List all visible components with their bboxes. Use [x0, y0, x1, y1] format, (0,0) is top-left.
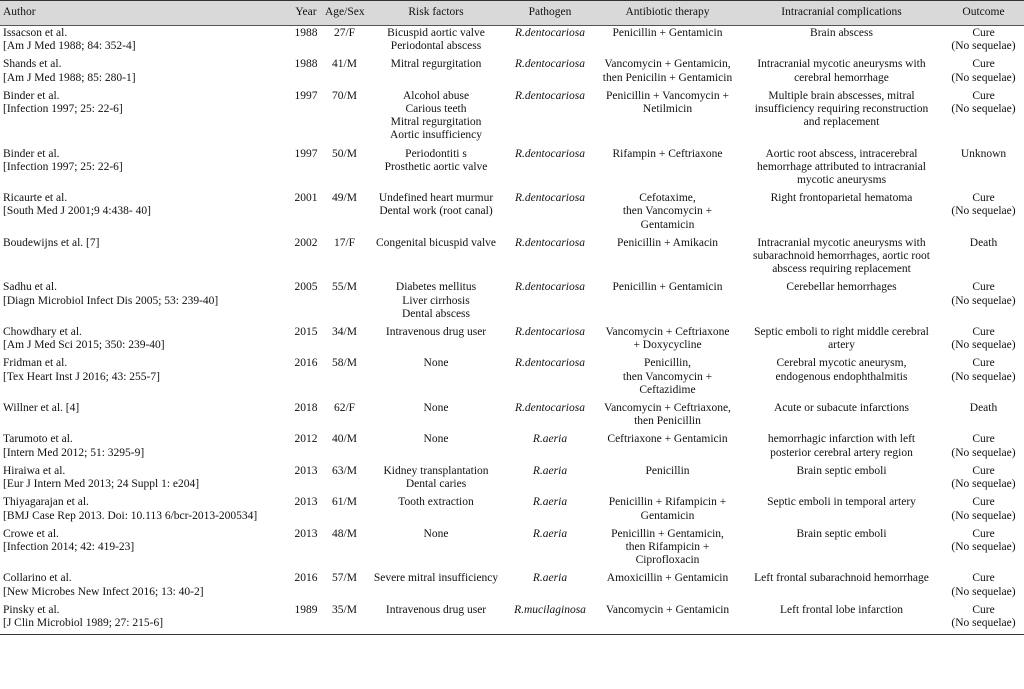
cell-year: 1997 — [294, 147, 318, 160]
cell-intracranial-complications-line: Cerebral mycotic aneurysm, — [776, 357, 907, 370]
cell-antibiotic-therapy — [595, 147, 740, 192]
cell-age-sex: 49/M — [332, 192, 357, 205]
cell-intracranial-complications-line: Intracranial mycotic aneurysms with — [757, 236, 926, 249]
cell-risk-factors-line: Dental caries — [405, 478, 467, 491]
cell-outcome — [943, 26, 1024, 58]
cell-risk-factors-line: None — [423, 433, 449, 446]
cell-author-line: Ricaurte et al. — [3, 192, 68, 205]
cell-antibiotic-therapy — [595, 57, 740, 88]
header-outcome: Outcome — [943, 1, 1024, 26]
cell-author — [0, 356, 290, 401]
table-body — [0, 26, 1024, 635]
header-age-sex: Age/Sex — [322, 1, 367, 26]
cell-outcome-line: (No sequelae) — [951, 446, 1016, 459]
cell-risk-factors — [367, 89, 505, 147]
table-row — [0, 147, 1024, 192]
cell-antibiotic-therapy-line: Ceftazidime — [639, 383, 696, 396]
cell-author-line: [Am J Med Sci 2015; 350: 239-40] — [3, 339, 165, 352]
cell-risk-factors — [367, 236, 505, 281]
cell-author-line: [Diagn Microbiol Infect Dis 2005; 53: 239-40] — [3, 294, 219, 307]
cell-author — [0, 495, 290, 526]
cell-year: 2016 — [294, 572, 318, 585]
cell-risk-factors — [367, 356, 505, 401]
cell-year: 1988 — [294, 58, 318, 71]
cell-author — [0, 432, 290, 463]
cell-outcome-line: (No sequelae) — [951, 509, 1016, 522]
cell-intracranial-complications — [740, 527, 943, 572]
cell-intracranial-complications — [740, 57, 943, 88]
cell-author-line: Crowe et al. — [3, 527, 59, 540]
cell-pathogen: R.aeria — [532, 572, 568, 585]
cell-outcome-line: Death — [969, 402, 998, 415]
table-row — [0, 191, 1024, 236]
cell-author-line: Tarumoto et al. — [3, 433, 73, 446]
cell-antibiotic-therapy-line: Ceftriaxone + Gentamicin — [607, 433, 728, 446]
cell-author-line: [Eur J Intern Med 2013; 24 Suppl 1: e204] — [3, 478, 200, 491]
cell-risk-factors-line: Carious teeth — [405, 103, 467, 116]
cell-author-line: [New Microbes New Infect 2016; 13: 40-2] — [3, 585, 204, 598]
cell-outcome — [943, 464, 1024, 495]
cell-intracranial-complications — [740, 401, 943, 432]
header-author: Author — [0, 1, 290, 26]
cell-author-line: Binder et al. — [3, 89, 60, 102]
cell-antibiotic-therapy-line: + Doxycycline — [633, 339, 702, 352]
cell-outcome-line: (No sequelae) — [951, 585, 1016, 598]
cell-intracranial-complications-line: Septic emboli to right middle cerebral — [754, 326, 929, 339]
cell-risk-factors — [367, 57, 505, 88]
cell-risk-factors — [367, 26, 505, 58]
cell-outcome-line: Cure — [972, 496, 995, 509]
cell-outcome-line: Cure — [972, 527, 995, 540]
cell-risk-factors-line: Diabetes mellitus — [395, 281, 477, 294]
cell-antibiotic-therapy-line: Gentamicin — [640, 218, 695, 231]
table-row — [0, 356, 1024, 401]
cell-age-sex: 57/M — [332, 572, 357, 585]
cell-outcome — [943, 147, 1024, 192]
cell-outcome — [943, 236, 1024, 281]
cell-outcome-line: (No sequelae) — [951, 540, 1016, 553]
cell-risk-factors — [367, 325, 505, 356]
header-antibiotic-therapy: Antibiotic therapy — [595, 1, 740, 26]
cell-year: 2012 — [294, 433, 318, 446]
cell-antibiotic-therapy — [595, 464, 740, 495]
cell-intracranial-complications-line: Aortic root abscess, intracerebral — [765, 147, 918, 160]
cell-antibiotic-therapy-line: Penicillin + Vancomycin + — [606, 89, 729, 102]
cell-antibiotic-therapy-line: Vancomycin + Ceftriaxone — [605, 326, 730, 339]
cell-author — [0, 236, 290, 281]
cell-antibiotic-therapy-line: Vancomycin + Ceftriaxone, — [604, 402, 731, 415]
cell-author — [0, 26, 290, 58]
cell-antibiotic-therapy-line: then Penicillin — [634, 415, 701, 428]
cell-outcome — [943, 356, 1024, 401]
cell-outcome — [943, 280, 1024, 325]
cell-risk-factors — [367, 603, 505, 635]
cell-intracranial-complications — [740, 356, 943, 401]
cell-author — [0, 527, 290, 572]
cell-author — [0, 280, 290, 325]
cell-author — [0, 571, 290, 602]
cell-outcome — [943, 401, 1024, 432]
cell-pathogen: R.dentocariosa — [515, 147, 585, 160]
cell-antibiotic-therapy — [595, 401, 740, 432]
table-row — [0, 603, 1024, 635]
cell-risk-factors-line: Dental work (root canal) — [379, 205, 493, 218]
cell-intracranial-complications-line: Brain septic emboli — [796, 527, 887, 540]
cell-antibiotic-therapy — [595, 527, 740, 572]
cell-risk-factors-line: None — [423, 527, 449, 540]
cell-pathogen: R.dentocariosa — [515, 89, 585, 102]
cell-intracranial-complications — [740, 432, 943, 463]
cell-age-sex: 27/F — [333, 27, 356, 39]
cell-antibiotic-therapy-line: Amoxicillin + Gentamicin — [606, 572, 729, 585]
cell-pathogen: R.aeria — [532, 527, 568, 540]
table-header-row — [0, 1, 1024, 26]
cell-pathogen: R.dentocariosa — [515, 236, 585, 249]
cell-author-line: Chowdhary et al. — [3, 326, 82, 339]
cell-antibiotic-therapy-line: Vancomycin + Gentamicin, — [604, 58, 731, 71]
cell-age-sex: 48/M — [332, 527, 357, 540]
cell-risk-factors-line: None — [423, 402, 449, 415]
cell-intracranial-complications — [740, 236, 943, 281]
cell-risk-factors — [367, 464, 505, 495]
cell-outcome-line: (No sequelae) — [951, 616, 1016, 629]
cell-intracranial-complications-line: Acute or subacute infarctions — [773, 402, 910, 415]
cell-age-sex: 61/M — [332, 496, 357, 509]
cell-antibiotic-therapy-line: then Vancomycin + — [622, 205, 713, 218]
cell-outcome — [943, 432, 1024, 463]
cell-outcome-line: Cure — [972, 464, 995, 477]
cell-author-line: [Infection 2014; 42: 419-23] — [3, 540, 135, 553]
table-row — [0, 464, 1024, 495]
cell-intracranial-complications-line: cerebral hemorrhage — [794, 71, 889, 84]
cell-outcome-line: Cure — [972, 433, 995, 446]
cell-risk-factors — [367, 191, 505, 236]
cell-antibiotic-therapy-line: Cefotaxime, — [639, 192, 696, 205]
cell-risk-factors-line: Intravenous drug user — [385, 326, 487, 339]
header-year: Year — [290, 1, 322, 26]
cell-author-line: Pinsky et al. — [3, 603, 60, 616]
cell-year: 2013 — [294, 527, 318, 540]
cell-pathogen: R.dentocariosa — [515, 192, 585, 205]
cell-author-line: [Intern Med 2012; 51: 3295-9] — [3, 446, 145, 459]
cell-intracranial-complications-line: artery — [828, 339, 855, 352]
cell-risk-factors-line: Mitral regurgitation — [390, 58, 482, 71]
table-row — [0, 401, 1024, 432]
cell-author — [0, 325, 290, 356]
cell-risk-factors — [367, 147, 505, 192]
cell-risk-factors-line: Congenital bicuspid valve — [375, 236, 497, 249]
cell-outcome — [943, 603, 1024, 635]
cell-antibiotic-therapy — [595, 26, 740, 58]
cell-intracranial-complications-line: subarachnoid hemorrhages, aortic root — [753, 250, 930, 263]
cell-author-line: Boudewijns et al. [7] — [3, 236, 100, 249]
cell-outcome-line: (No sequelae) — [951, 339, 1016, 352]
cell-age-sex: 35/M — [322, 603, 367, 635]
cell-risk-factors-line: Alcohol abuse — [402, 89, 470, 102]
cell-risk-factors-line: Undefined heart murmur — [378, 192, 494, 205]
cell-risk-factors-line: Intravenous drug user — [385, 603, 487, 616]
cell-author-line: [Infection 1997; 25: 22-6] — [3, 103, 123, 116]
cell-antibiotic-therapy — [595, 603, 740, 635]
cell-intracranial-complications-line: endogenous endophthalmitis — [775, 370, 908, 383]
cell-intracranial-complications-line: Right frontoparietal hematoma — [770, 192, 913, 205]
cell-age-sex: 70/M — [332, 89, 357, 102]
cell-outcome-line: Cure — [972, 357, 995, 370]
cell-author-line: [Infection 1997; 25: 22-6] — [3, 160, 123, 173]
cell-outcome-line: Cure — [972, 58, 995, 71]
cell-age-sex: 17/F — [333, 236, 356, 249]
cell-antibiotic-therapy-line: Vancomycin + Gentamicin — [605, 603, 730, 616]
cell-author — [0, 464, 290, 495]
cell-author-line: Hiraiwa et al. — [3, 464, 66, 477]
cell-risk-factors — [367, 527, 505, 572]
cell-pathogen: R.dentocariosa — [515, 281, 585, 294]
cell-antibiotic-therapy-line: Penicillin — [645, 464, 690, 477]
cell-antibiotic-therapy-line: Penicillin + Rifampicin + — [608, 496, 727, 509]
cell-author-line: Sadhu et al. — [3, 281, 57, 294]
cell-year: 1989 — [290, 603, 322, 635]
cell-risk-factors-line: Mitral regurgitation — [390, 116, 482, 129]
cell-antibiotic-therapy-line: Penicillin + Gentamicin, — [611, 527, 724, 540]
cell-risk-factors-line: Periodontiti s — [405, 147, 467, 160]
cell-year: 2016 — [294, 357, 318, 370]
cell-outcome-line: Cure — [972, 281, 995, 294]
cell-risk-factors-line: Severe mitral insufficiency — [373, 572, 499, 585]
table-row — [0, 495, 1024, 526]
table-row — [0, 432, 1024, 463]
cell-antibiotic-therapy-line: Netilmicin — [642, 103, 693, 116]
cell-outcome-line: Cure — [972, 192, 995, 205]
cell-year: 1988 — [294, 27, 318, 39]
header-risk-factors: Risk factors — [367, 1, 505, 26]
cell-intracranial-complications-line: abscess requiring replacement — [772, 263, 911, 276]
cell-antibiotic-therapy-line: Penicillin + Amikacin — [616, 236, 719, 249]
cell-intracranial-complications-line: Brain septic emboli — [796, 464, 887, 477]
cell-author — [0, 89, 290, 147]
cell-intracranial-complications — [740, 495, 943, 526]
cell-risk-factors — [367, 571, 505, 602]
cell-year: 2018 — [294, 402, 318, 415]
cell-antibiotic-therapy — [595, 280, 740, 325]
cell-antibiotic-therapy-line: Penicillin, — [644, 357, 691, 370]
cell-author-line: [J Clin Microbiol 1989; 27: 215-6] — [3, 616, 164, 629]
table-row — [0, 325, 1024, 356]
cell-outcome — [943, 527, 1024, 572]
cell-age-sex: 50/M — [332, 147, 357, 160]
cell-age-sex: 41/M — [332, 58, 357, 71]
cell-intracranial-complications-line: insufficiency requiring reconstruction — [754, 103, 929, 116]
cell-outcome-line: (No sequelae) — [951, 205, 1016, 218]
cell-outcome — [943, 89, 1024, 147]
cell-year: 1997 — [294, 89, 318, 102]
cell-year: 2013 — [294, 464, 318, 477]
cell-intracranial-complications-line: Brain abscess — [810, 27, 873, 39]
cell-author-line: [Am J Med 1988; 84: 352-4] — [3, 40, 136, 53]
cell-antibiotic-therapy-line: then Vancomycin + — [622, 370, 713, 383]
cell-pathogen: R.mucilaginosa — [505, 603, 595, 635]
cell-risk-factors-line: Aortic insufficiency — [389, 129, 483, 142]
cell-risk-factors-line: Periodontal abscess — [390, 40, 482, 53]
cell-antibiotic-therapy — [595, 571, 740, 602]
cell-pathogen: R.dentocariosa — [515, 326, 585, 339]
cell-author-line: Fridman et al. — [3, 357, 68, 370]
cell-outcome-line: (No sequelae) — [951, 370, 1016, 383]
cell-outcome — [943, 57, 1024, 88]
cell-intracranial-complications — [740, 464, 943, 495]
cell-pathogen: R.dentocariosa — [515, 357, 585, 370]
cell-risk-factors-line: Prosthetic aortic valve — [384, 160, 488, 173]
cell-pathogen: R.aeria — [532, 464, 568, 477]
cell-outcome-line: Cure — [972, 89, 995, 102]
cell-age-sex: 63/M — [332, 464, 357, 477]
cell-year: 2013 — [294, 496, 318, 509]
cell-intracranial-complications-line: and replacement — [803, 116, 880, 129]
cell-risk-factors-line: Bicuspid aortic valve — [387, 27, 485, 39]
cell-intracranial-complications — [740, 147, 943, 192]
cell-outcome-line: Unknown — [960, 147, 1007, 160]
cell-author-line: [South Med J 2001;9 4:438- 40] — [3, 205, 151, 218]
cell-intracranial-complications-line: mycotic aneurysms — [796, 174, 887, 187]
cell-outcome — [943, 571, 1024, 602]
cell-intracranial-complications-line: Septic emboli in temporal artery — [767, 496, 916, 509]
table-row — [0, 236, 1024, 281]
cell-outcome-line: Cure — [972, 27, 995, 39]
table-row — [0, 89, 1024, 147]
cell-outcome-line: Death — [969, 236, 998, 249]
header-intracranial-complications: Intracranial complications — [740, 1, 943, 26]
cell-outcome-line: (No sequelae) — [951, 40, 1016, 53]
cell-pathogen: R.aeria — [532, 433, 568, 446]
cell-antibiotic-therapy-line: Ciprofloxacin — [635, 554, 700, 567]
cell-author — [0, 603, 290, 635]
cell-intracranial-complications-line: Intracranial mycotic aneurysms with — [757, 58, 926, 71]
cell-risk-factors — [367, 432, 505, 463]
cell-outcome — [943, 495, 1024, 526]
cell-antibiotic-therapy-line: Rifampin + Ceftriaxone — [612, 147, 723, 160]
cell-author — [0, 57, 290, 88]
cell-pathogen: R.dentocariosa — [515, 402, 585, 415]
cell-intracranial-complications — [740, 191, 943, 236]
cell-author-line: [BMJ Case Rep 2013. Doi: 10.113 6/bcr-2013-200534] — [3, 509, 258, 522]
cell-author-line: Thiyagarajan et al. — [3, 496, 89, 509]
cell-risk-factors — [367, 401, 505, 432]
cell-intracranial-complications-line: Left frontal lobe infarction — [780, 603, 903, 616]
cell-risk-factors-line: Liver cirrhosis — [402, 294, 470, 307]
cell-outcome-line: (No sequelae) — [951, 103, 1016, 116]
cell-antibiotic-therapy-line: Penicillin + Gentamicin — [612, 281, 723, 294]
cell-outcome — [943, 191, 1024, 236]
cell-outcome — [943, 325, 1024, 356]
cell-author-line: Willner et al. [4] — [3, 402, 80, 415]
cell-author-line: Issacson et al. — [3, 27, 68, 39]
table-row — [0, 571, 1024, 602]
cell-intracranial-complications-line: hemorrhage attributed to intracranial — [757, 160, 926, 173]
cell-risk-factors-line: Tooth extraction — [398, 496, 474, 509]
cell-author-line: [Tex Heart Inst J 2016; 43: 255-7] — [3, 370, 160, 383]
cell-author — [0, 191, 290, 236]
table-row — [0, 26, 1024, 58]
cell-outcome-line: (No sequelae) — [951, 478, 1016, 491]
cell-pathogen: R.aeria — [532, 496, 568, 509]
table-row — [0, 57, 1024, 88]
header-pathogen: Pathogen — [505, 1, 595, 26]
cell-risk-factors — [367, 495, 505, 526]
cell-intracranial-complications — [740, 89, 943, 147]
cell-author-line: Shands et al. — [3, 58, 62, 71]
cell-outcome-line: Cure — [972, 326, 995, 339]
cell-antibiotic-therapy — [595, 356, 740, 401]
cell-risk-factors-line: Dental abscess — [401, 307, 471, 320]
cell-intracranial-complications — [740, 26, 943, 58]
cell-age-sex: 58/M — [332, 357, 357, 370]
cell-risk-factors-line: None — [423, 357, 449, 370]
cell-age-sex: 55/M — [332, 281, 357, 294]
cell-intracranial-complications-line: Multiple brain abscesses, mitral — [768, 89, 915, 102]
cell-author-line: [Am J Med 1988; 85: 280-1] — [3, 71, 136, 84]
cell-intracranial-complications-line: posterior cerebral artery region — [770, 446, 913, 459]
cell-antibiotic-therapy — [595, 191, 740, 236]
cell-year: 2002 — [294, 236, 318, 249]
cell-antibiotic-therapy-line: then Rifampicin + — [625, 540, 710, 553]
cell-outcome-line: Cure — [972, 572, 995, 585]
cell-age-sex: 62/F — [333, 402, 356, 415]
cell-year: 2015 — [294, 326, 318, 339]
cell-antibiotic-therapy — [595, 495, 740, 526]
table-row — [0, 280, 1024, 325]
cell-outcome-line: (No sequelae) — [951, 294, 1016, 307]
cell-year: 2001 — [294, 192, 318, 205]
cell-antibiotic-therapy-line: Penicillin + Gentamicin — [612, 27, 723, 39]
cell-age-sex: 40/M — [332, 433, 357, 446]
cell-intracranial-complications — [740, 280, 943, 325]
cell-risk-factors-line: Kidney transplantation — [383, 464, 489, 477]
cell-pathogen: R.dentocariosa — [515, 27, 585, 39]
cell-age-sex: 34/M — [332, 326, 357, 339]
cell-author-line: Collarino et al. — [3, 572, 72, 585]
cell-intracranial-complications — [740, 603, 943, 635]
table-row — [0, 527, 1024, 572]
cell-intracranial-complications — [740, 571, 943, 602]
cell-outcome-line: (No sequelae) — [951, 71, 1016, 84]
cell-antibiotic-therapy — [595, 89, 740, 147]
cell-intracranial-complications-line: hemorrhagic infarction with left — [767, 433, 916, 446]
cell-antibiotic-therapy-line: then Penicilin + Gentamicin — [602, 71, 733, 84]
cell-outcome-line: Cure — [972, 603, 995, 616]
cell-risk-factors — [367, 280, 505, 325]
cell-intracranial-complications-line: Cerebellar hemorrhages — [786, 281, 897, 294]
cell-intracranial-complications-line: Left frontal subarachnoid hemorrhage — [754, 572, 929, 585]
cell-author — [0, 401, 290, 432]
cell-pathogen: R.dentocariosa — [515, 58, 585, 71]
cell-antibiotic-therapy — [595, 432, 740, 463]
cell-antibiotic-therapy-line: Gentamicin — [640, 509, 695, 522]
cell-antibiotic-therapy — [595, 325, 740, 356]
cell-antibiotic-therapy — [595, 236, 740, 281]
cell-author — [0, 147, 290, 192]
cell-author-line: Binder et al. — [3, 147, 60, 160]
cell-year: 2005 — [294, 281, 318, 294]
cell-intracranial-complications — [740, 325, 943, 356]
